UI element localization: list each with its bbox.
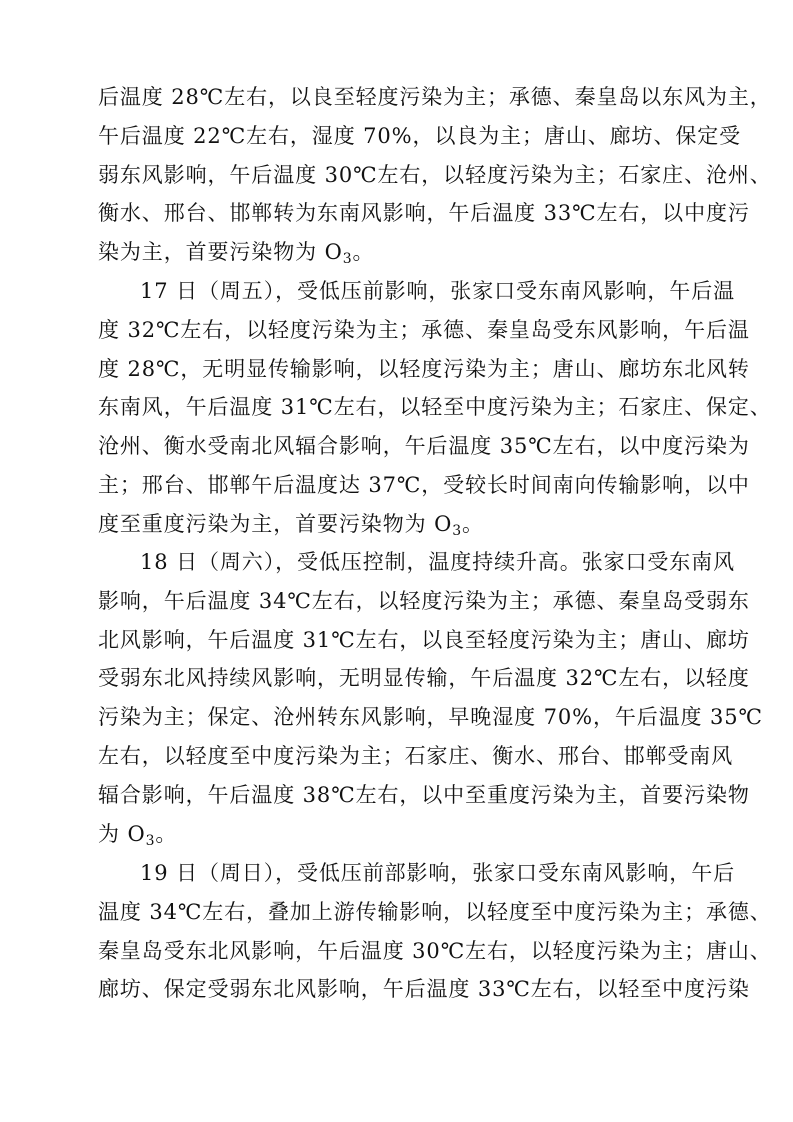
text-line: 19 日（周日），受低压前部影响，张家口受东南风影响，午后 <box>140 861 735 885</box>
text-line: 度 28℃，无明显传输影响，以轻度污染为主；唐山、廊坊东北风转 <box>98 356 750 381</box>
text-line: 度 32℃左右，以轻度污染为主；承德、秦皇岛受东风影响，午后温 <box>98 317 750 342</box>
text-line: 北风影响，午后温度 31℃左右，以良至轻度污染为主；唐山、廊坊 <box>98 627 750 652</box>
text-line <box>98 233 710 272</box>
text-fragment: 度至重度污染为主，首要污染物为 O <box>98 511 453 536</box>
text-line: 辐合影响，午后温度 38℃左右，以中至重度污染为主，首要污染物 <box>98 782 750 807</box>
paragraph-day-19 <box>98 854 772 1009</box>
text-line: 影响，午后温度 34℃左右，以轻度污染为主；承德、秦皇岛受弱东 <box>98 588 750 613</box>
text-line <box>98 505 710 544</box>
paragraph-day-18 <box>98 543 763 853</box>
text-line: 受弱东北风持续风影响，无明显传输，午后温度 32℃左右，以轻度 <box>98 666 750 691</box>
paragraph-continuation <box>98 78 772 272</box>
text-fragment: 。 <box>462 511 484 536</box>
text-line: 后温度 28℃左右，以良至轻度污染为主；承德、秦皇岛以东风为主， <box>98 85 772 109</box>
text-fragment: 。 <box>155 821 178 846</box>
text-line: 秦皇岛受东北风影响，午后温度 30℃左右，以轻度污染为主；唐山、 <box>98 938 772 963</box>
text-line: 午后温度 22℃左右，湿度 70%，以良为主；唐山、廊坊、保定受 <box>98 123 742 148</box>
text-line: 沧州、衡水受南北风辐合影响，午后温度 35℃左右，以中度污染为 <box>98 434 750 459</box>
subscript: 3 <box>342 251 353 268</box>
text-line: 东南风，午后温度 31℃左右，以轻至中度污染为主；石家庄、保定、 <box>98 395 772 420</box>
text-fragment: 为 O <box>98 821 146 846</box>
text-line: 18 日（周六），受低压控制，温度持续升高。张家口受东南风 <box>140 550 735 574</box>
paragraph-day-17 <box>98 272 772 544</box>
text-line: 衡水、邢台、邯郸转为东南风影响，午后温度 33℃左右，以中度污 <box>98 201 750 226</box>
text-line: 温度 34℃左右，叠加上游传输影响，以轻度至中度污染为主；承德、 <box>98 899 772 924</box>
text-line: 17 日（周五），受低压前影响，张家口受东南风影响，午后温 <box>140 279 735 303</box>
text-fragment: 。 <box>352 240 375 265</box>
subscript: 3 <box>145 832 156 849</box>
text-line: 廊坊、保定受弱东北风影响，午后温度 33℃左右，以轻至中度污染 <box>98 977 750 1002</box>
text-line <box>98 815 710 854</box>
text-fragment: 染为主，首要污染物为 O <box>98 240 343 265</box>
subscript: 3 <box>452 522 463 539</box>
text-line: 污染为主；保定、沧州转东风影响，早晚湿度 70%，午后温度 35℃ <box>98 705 763 730</box>
text-line: 弱东风影响，午后温度 30℃左右，以轻度污染为主；石家庄、沧州、 <box>98 162 772 187</box>
text-line: 主；邢台、邯郸午后温度达 37℃，受较长时间南向传输影响，以中 <box>98 472 750 497</box>
text-line: 左右，以轻度至中度污染为主；石家庄、衡水、邢台、邯郸受南风 <box>98 743 734 768</box>
